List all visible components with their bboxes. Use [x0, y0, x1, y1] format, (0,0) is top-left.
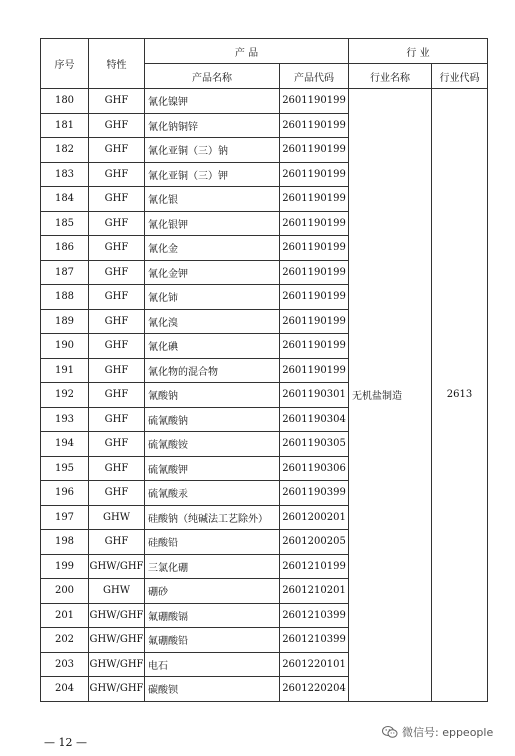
cell-seq: 199: [41, 554, 89, 579]
cell-product-name: 氰化金钾: [145, 260, 280, 285]
cell-trait: GHW/GHF: [89, 677, 145, 702]
cell-trait: GHF: [89, 187, 145, 212]
wechat-icon: [382, 725, 398, 739]
header-industry-name: 行业名称: [349, 64, 432, 89]
cell-product-name: 三氯化硼: [145, 554, 280, 579]
cell-seq: 194: [41, 432, 89, 457]
cell-product-code: 2601210399: [280, 603, 349, 628]
cell-trait: GHF: [89, 260, 145, 285]
cell-seq: 197: [41, 505, 89, 530]
cell-product-code: 2601200201: [280, 505, 349, 530]
page-number: — 12 —: [44, 736, 87, 749]
cell-trait: GHF: [89, 285, 145, 310]
cell-trait: GHW: [89, 505, 145, 530]
cell-trait: GHF: [89, 432, 145, 457]
cell-seq: 180: [41, 89, 89, 114]
cell-industry-code: 2613: [432, 89, 488, 702]
cell-seq: 182: [41, 138, 89, 163]
cell-seq: 202: [41, 628, 89, 653]
cell-product-name: 氰酸钠: [145, 383, 280, 408]
cell-trait: GHF: [89, 530, 145, 555]
cell-product-name: 氰化铈: [145, 285, 280, 310]
cell-seq: 188: [41, 285, 89, 310]
cell-trait: GHF: [89, 236, 145, 261]
cell-trait: GHF: [89, 407, 145, 432]
cell-product-code: 2601220204: [280, 677, 349, 702]
cell-seq: 181: [41, 113, 89, 138]
cell-seq: 198: [41, 530, 89, 555]
cell-seq: 183: [41, 162, 89, 187]
cell-seq: 185: [41, 211, 89, 236]
header-seq: 序号: [41, 39, 89, 89]
cell-product-code: 2601190199: [280, 236, 349, 261]
cell-trait: GHF: [89, 162, 145, 187]
cell-product-code: 2601190199: [280, 187, 349, 212]
cell-seq: 196: [41, 481, 89, 506]
cell-seq: 201: [41, 603, 89, 628]
cell-product-name: 氰化金: [145, 236, 280, 261]
cell-trait: GHW/GHF: [89, 628, 145, 653]
cell-product-name: 碳酸钡: [145, 677, 280, 702]
cell-product-code: 2601190199: [280, 211, 349, 236]
cell-product-code: 2601190199: [280, 309, 349, 334]
cell-trait: GHW/GHF: [89, 603, 145, 628]
cell-product-name: 氟硼酸铅: [145, 628, 280, 653]
cell-trait: GHW: [89, 579, 145, 604]
header-industry-code: 行业代码: [432, 64, 488, 89]
cell-product-code: 2601190199: [280, 138, 349, 163]
cell-seq: 186: [41, 236, 89, 261]
product-table: [40, 38, 488, 702]
header-product-group: 产 品: [145, 39, 349, 64]
cell-trait: GHW/GHF: [89, 554, 145, 579]
cell-trait: GHF: [89, 358, 145, 383]
cell-product-name: 氰化亚铜（三）钾: [145, 162, 280, 187]
cell-seq: 189: [41, 309, 89, 334]
cell-seq: 191: [41, 358, 89, 383]
cell-seq: 187: [41, 260, 89, 285]
table-row: [41, 89, 488, 114]
cell-product-name: 电石: [145, 652, 280, 677]
cell-product-name: 氰化银: [145, 187, 280, 212]
cell-product-code: 2601190199: [280, 89, 349, 114]
cell-seq: 193: [41, 407, 89, 432]
cell-product-code: 2601190304: [280, 407, 349, 432]
cell-product-name: 硫氰酸汞: [145, 481, 280, 506]
cell-trait: GHF: [89, 456, 145, 481]
cell-trait: GHF: [89, 113, 145, 138]
cell-product-code: 2601190199: [280, 260, 349, 285]
cell-product-name: 氰化碘: [145, 334, 280, 359]
cell-seq: 190: [41, 334, 89, 359]
cell-product-name: 氰化银钾: [145, 211, 280, 236]
cell-product-name: 硅酸铅: [145, 530, 280, 555]
header-trait: 特性: [89, 39, 145, 89]
cell-product-code: 2601190199: [280, 358, 349, 383]
cell-seq: 192: [41, 383, 89, 408]
cell-product-name: 氰化镍钾: [145, 89, 280, 114]
cell-product-code: 2601190399: [280, 481, 349, 506]
cell-product-code: 2601190199: [280, 162, 349, 187]
cell-trait: GHF: [89, 89, 145, 114]
cell-seq: 184: [41, 187, 89, 212]
cell-trait: GHF: [89, 481, 145, 506]
cell-seq: 203: [41, 652, 89, 677]
cell-trait: GHF: [89, 309, 145, 334]
header-industry-group: 行 业: [349, 39, 488, 64]
watermark-text: 微信号: eppeople: [402, 726, 494, 739]
cell-product-code: 2601210199: [280, 554, 349, 579]
cell-product-code: 2601220101: [280, 652, 349, 677]
cell-seq: 200: [41, 579, 89, 604]
cell-trait: GHF: [89, 138, 145, 163]
cell-product-name: 氰化亚铜（三）钠: [145, 138, 280, 163]
cell-product-name: 硼砂: [145, 579, 280, 604]
cell-seq: 195: [41, 456, 89, 481]
table-body: [41, 89, 488, 702]
cell-product-name: 硅酸钠（纯碱法工艺除外）: [145, 505, 280, 530]
cell-trait: GHF: [89, 334, 145, 359]
cell-product-code: 2601190199: [280, 113, 349, 138]
header-product-code: 产品代码: [280, 64, 349, 89]
cell-product-name: 硫氰酸铵: [145, 432, 280, 457]
cell-product-code: 2601210399: [280, 628, 349, 653]
cell-trait: GHW/GHF: [89, 652, 145, 677]
cell-product-name: 硫氰酸钠: [145, 407, 280, 432]
cell-product-name: 氰化钠铜锌: [145, 113, 280, 138]
cell-product-name: 氟硼酸镉: [145, 603, 280, 628]
cell-product-code: 2601190301: [280, 383, 349, 408]
header-product-name: 产品名称: [145, 64, 280, 89]
cell-industry-name: 无机盐制造: [349, 89, 432, 702]
cell-product-code: 2601190199: [280, 285, 349, 310]
cell-product-code: 2601190306: [280, 456, 349, 481]
watermark: [382, 724, 493, 740]
cell-product-name: 氰化溴: [145, 309, 280, 334]
cell-product-name: 硫氰酸钾: [145, 456, 280, 481]
cell-trait: GHF: [89, 383, 145, 408]
cell-product-code: 2601190305: [280, 432, 349, 457]
cell-product-code: 2601190199: [280, 334, 349, 359]
cell-product-code: 2601210201: [280, 579, 349, 604]
cell-product-code: 2601200205: [280, 530, 349, 555]
cell-trait: GHF: [89, 211, 145, 236]
cell-seq: 204: [41, 677, 89, 702]
cell-product-name: 氰化物的混合物: [145, 358, 280, 383]
